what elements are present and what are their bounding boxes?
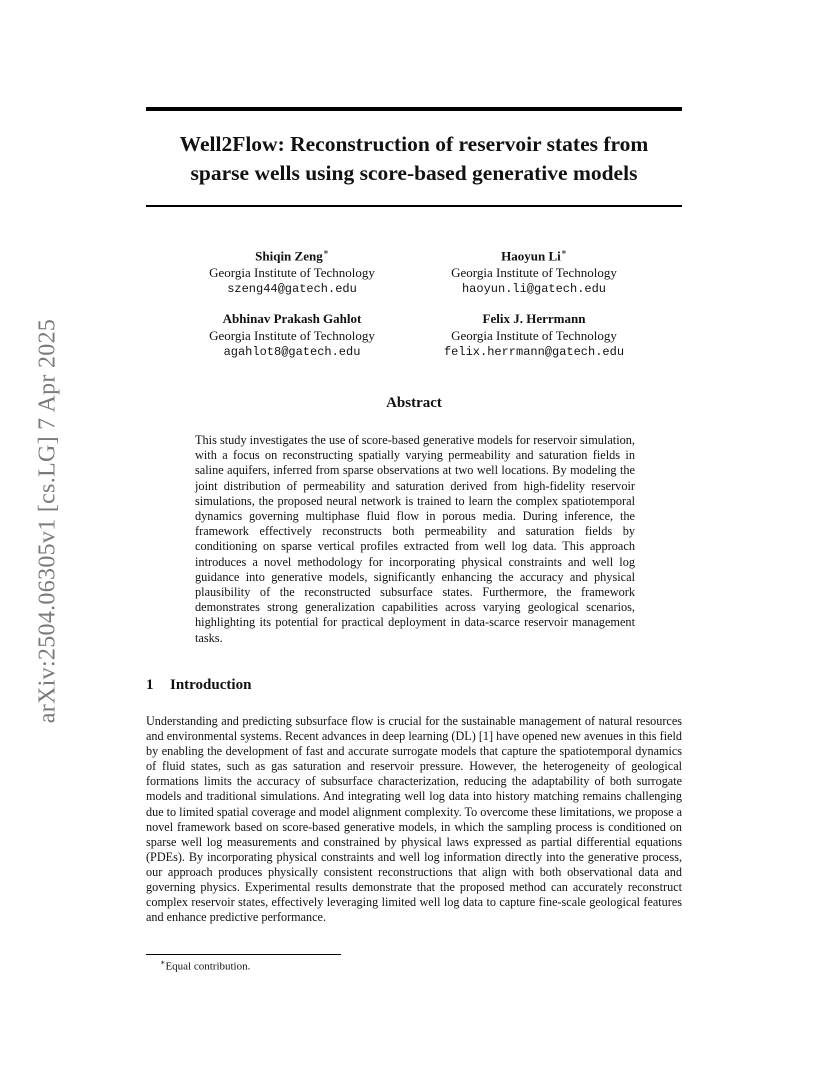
footnote-rule: [146, 954, 341, 955]
footnote-mark: ∗: [160, 958, 166, 967]
author-block-1: [162, 244, 422, 298]
author-name: Felix J. Herrmann: [482, 311, 586, 326]
title-line-2: sparse wells using score-based generative models: [190, 161, 638, 185]
author-email[interactable]: felix.herrmann@gatech.edu: [443, 345, 625, 359]
section-number: 1: [146, 677, 154, 693]
title-line-1: Well2Flow: Reconstruction of reservoir states from: [179, 132, 649, 156]
footnote: [160, 958, 250, 973]
title-bottom-rule: [146, 205, 682, 207]
abstract-heading: Abstract: [386, 395, 442, 411]
author-name: Abhinav Prakash Gahlot: [222, 311, 362, 326]
author-email[interactable]: agahlot8@gatech.edu: [223, 345, 361, 359]
author-email[interactable]: szeng44@gatech.edu: [227, 282, 357, 297]
abstract-text: This study investigates the use of score-based generative models for reservoir simulation, with a focus on reconstructing spatially varying permeability and saturation fields in saline aquifers, inferred from sparse observations at two well locations. By modeling the joint distribution of permeability and saturation derived from high-fidelity reservoir simulations, the proposed neural network is trained to learn the complex spatiotemporal dynamics governing multiphase fluid flow in porous media. During inference, the framework effectively reconstructs both permeability and saturation fields by conditioning on sparse vertical profiles extracted from well log data. This approach introduces a novel methodology for incorporating physical constraints and well log guidance into generative models, significantly enhancing the accuracy and physical plausibility of the reconstructed subsurface states. Furthermore, the framework demonstrates strong generalization capabilities across varying geological scenarios, highlighting its potential for practical deployment in data-scarce reservoir management tasks.: [195, 433, 635, 645]
author-affiliation: Georgia Institute of Technology: [451, 327, 617, 343]
author-affiliation: Georgia Institute of Technology: [451, 264, 617, 280]
section-heading-introduction: [146, 677, 251, 694]
author-email[interactable]: haoyun.li@gatech.edu: [461, 282, 607, 297]
arxiv-stamp[interactable]: arXiv:2504.06305v1 [cs.LG] 7 Apr 2025: [34, 318, 61, 724]
footnote-text: Equal contribution.: [165, 960, 251, 973]
author-block-3: [162, 311, 422, 361]
author-block-2: [404, 244, 664, 298]
author-affiliation: Georgia Institute of Technology: [209, 264, 375, 280]
section-title: Introduction: [170, 677, 252, 693]
title-top-rule: [146, 107, 682, 111]
equal-contribution-mark: ∗: [560, 247, 567, 257]
author-block-4: [404, 311, 664, 361]
equal-contribution-mark: ∗: [322, 247, 329, 257]
author-name: Shiqin Zeng∗: [255, 247, 329, 264]
author-name: Haoyun Li∗: [501, 247, 567, 264]
paper-title: [146, 130, 682, 188]
introduction-paragraph: Understanding and predicting subsurface flow is crucial for the sustainable management of natural resources and environmental systems. Recent advances in deep learning (DL) [1] have opened new avenues in this field by enabling the development of fast and accurate surrogate models that capture the spatiotemporal dynamics of fluid states, such as gas saturation and reservoir pressure. However, the heterogeneity of geological formations limits the accuracy of subsurface characterization, reducing the adaptability of both surrogate models and traditional simulations. And integrating well log data into history matching remains challenging due to limited spatial coverage and model alignment complexity. To overcome these limitations, we propose a novel framework based on score-based generative models, in which the sampling process is conditioned on sparse well log measurements and constrained by physical laws expressed as partial differential equations (PDEs). By incorporating physical constraints and well log information directly into the generative process, our approach produces physically consistent reconstructions that align with both observational data and governing physics. Experimental results demonstrate that the proposed method can accurately reconstruct complex reservoir states, effectively leveraging limited well log data to capture fine-scale geological features and enhance predictive performance.: [146, 714, 682, 925]
author-affiliation: Georgia Institute of Technology: [209, 327, 375, 343]
